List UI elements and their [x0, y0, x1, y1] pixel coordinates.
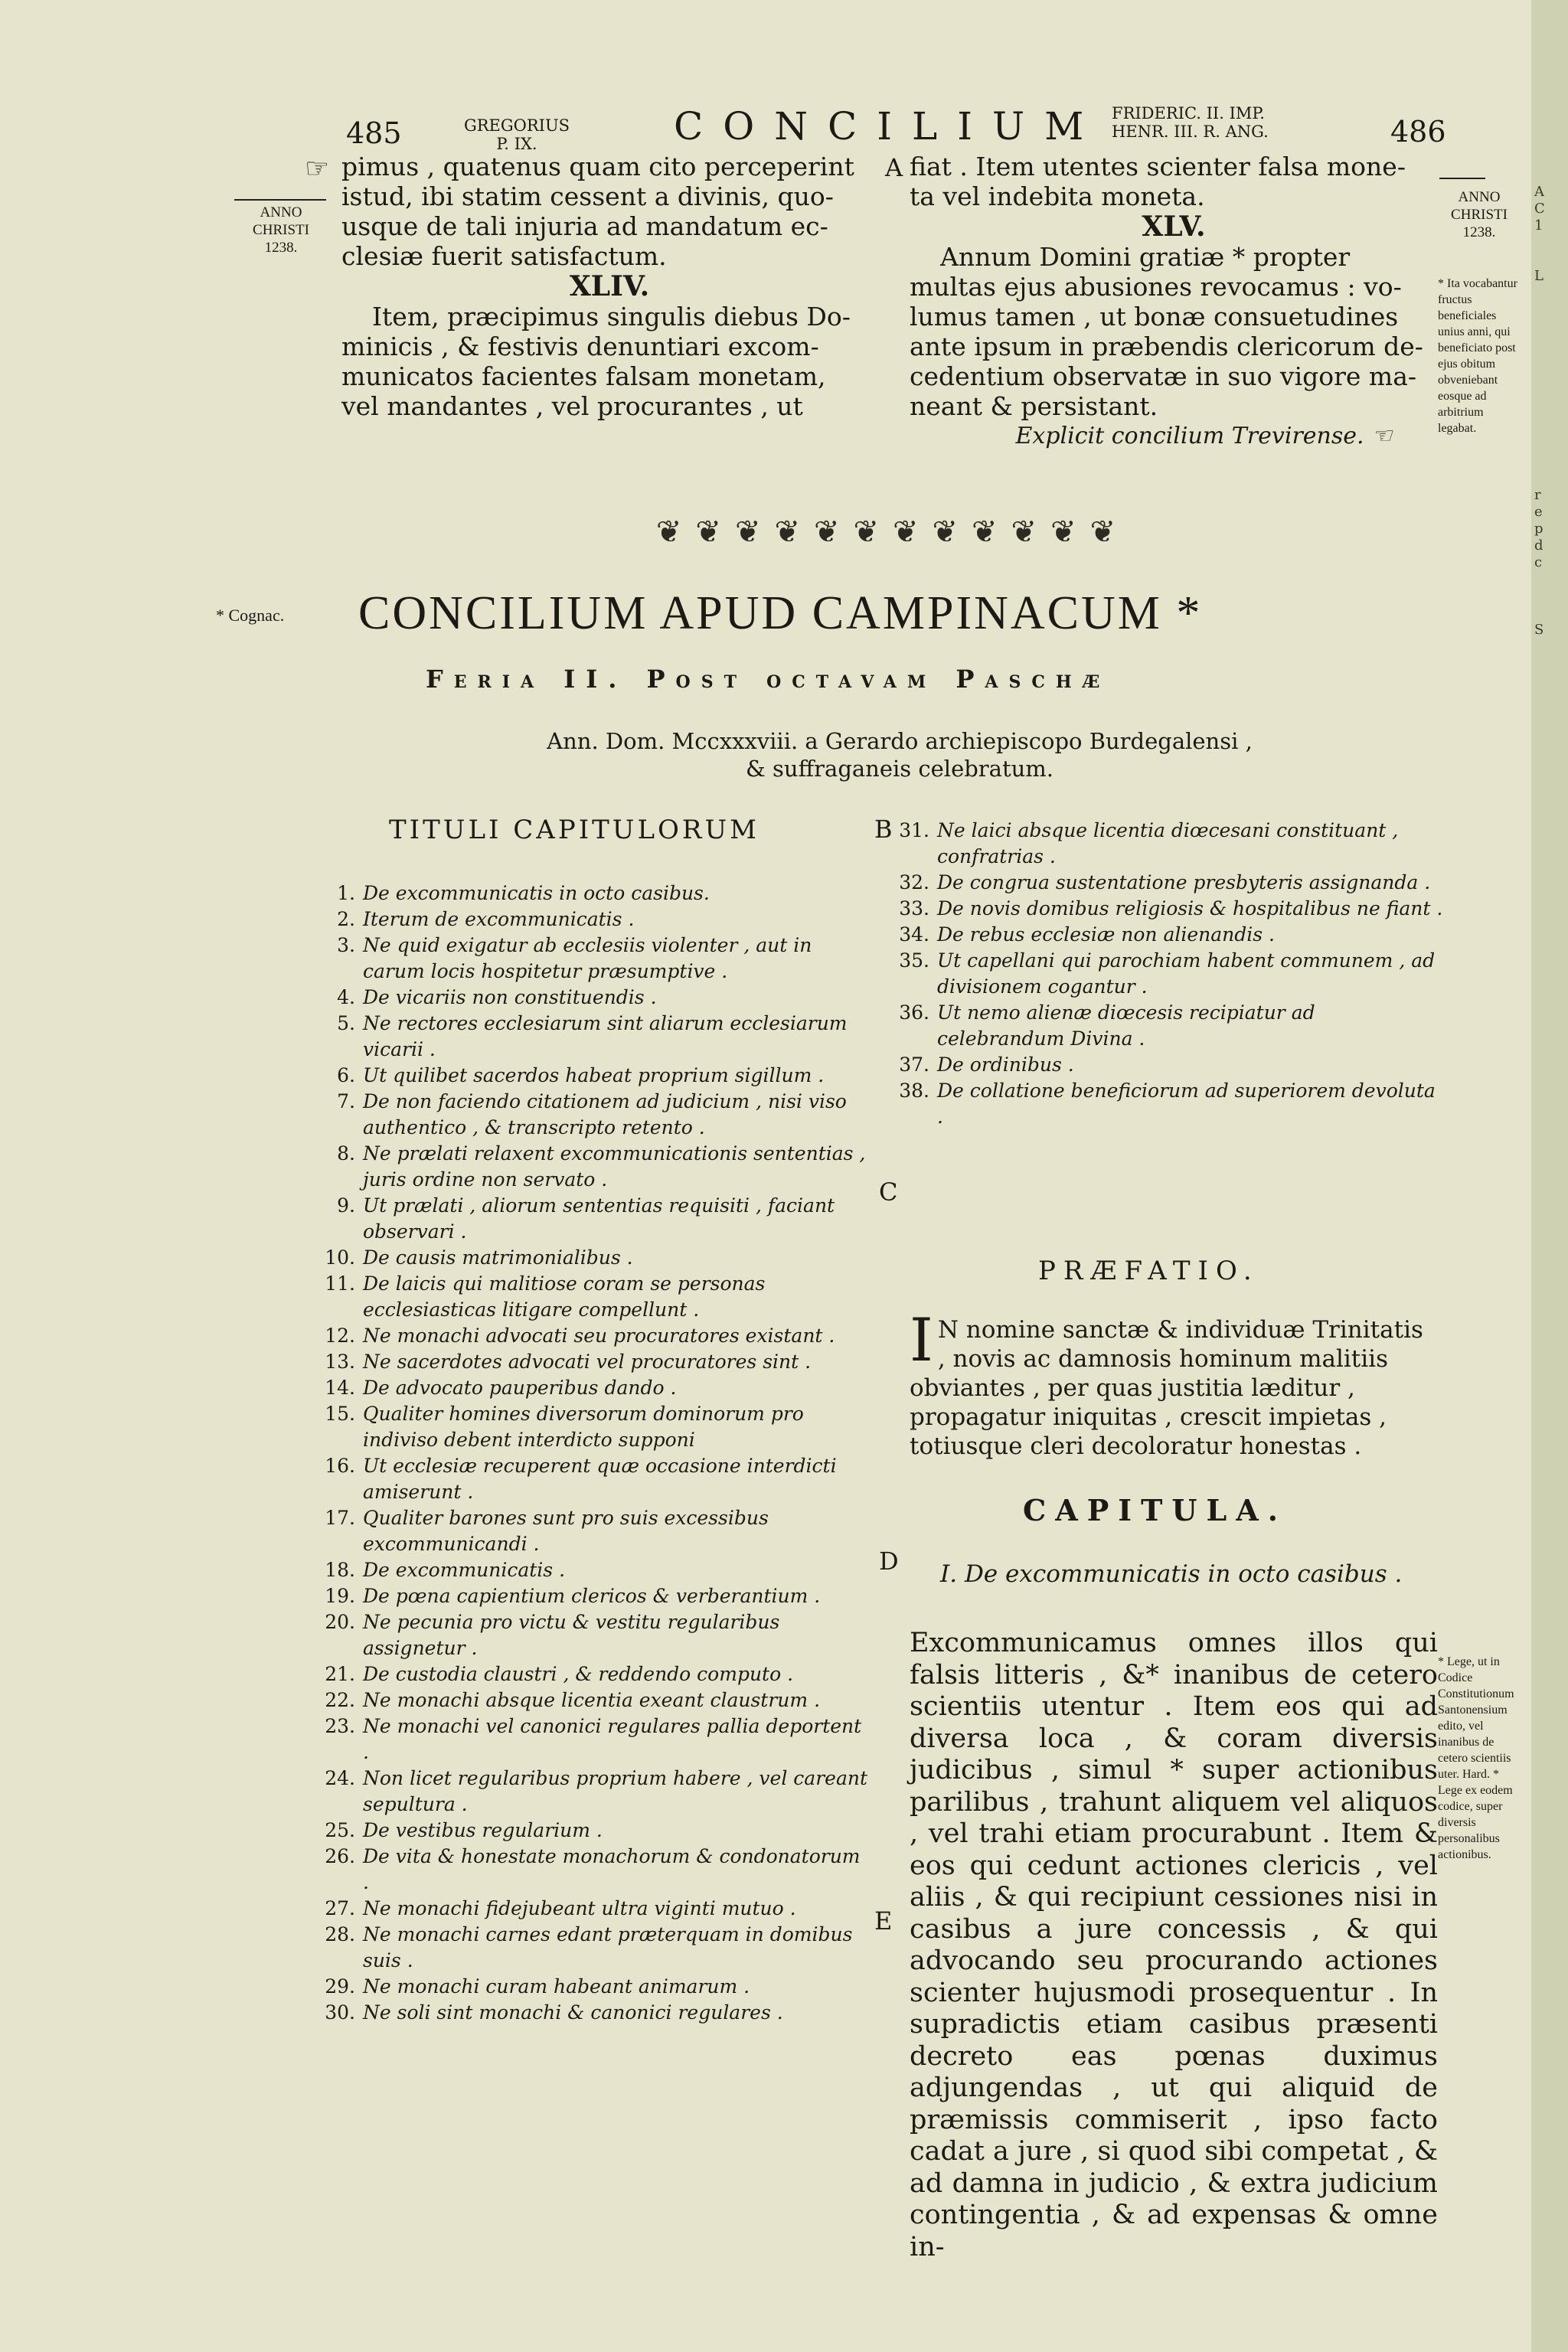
list-item: 6. Ut quilibet sacerdos habeat proprium sigillum . [337, 1064, 825, 1086]
text-line: fiat . Item utentes scienter falsa mone- [910, 152, 1406, 181]
list-item: 24. Non licet regularibus proprium habere , vel careant sepultura . [325, 1767, 867, 1815]
list-item: 16. Ut ecclesiæ recuperent quæ occasione interdicti amiserunt . [325, 1455, 837, 1503]
pope-number: P. IX. [496, 135, 537, 153]
page-number-right: 486 [1390, 115, 1446, 149]
list-item: 28. Ne monachi carnes edant præterquam in domibus suis . [325, 1923, 853, 1971]
explicit-line [910, 421, 1438, 451]
christi-label: CHRISTI [253, 222, 309, 238]
christi-label: CHRISTI [1451, 207, 1508, 223]
text-line: usque de tali injuria ad mandatum ec- [341, 211, 828, 241]
list-item: 33. De novis domibus religiosis & hospitalibus ne fiant . [899, 897, 1443, 920]
margin-note-cognac: * Cognac. [216, 606, 285, 625]
text-line: municatos facientes falsam monetam, [341, 361, 826, 391]
chapter-heading-xliv: XLIV. [569, 270, 650, 302]
text-line: Annum Domini gratiæ * propter [940, 242, 1351, 272]
list-item: 20. Ne pecunia pro victu & vestitu regularibus assignetur . [325, 1611, 780, 1659]
margin-letter-a: A [885, 153, 903, 182]
chapter-1-heading: I. De excommunicatis in octo casibus . [940, 1560, 1403, 1588]
margin-letter-c: C [879, 1178, 898, 1207]
pope-label: GREGORIUS [463, 116, 570, 135]
council-subtitle: Feria II. Post octavam Paschæ [426, 665, 1111, 694]
list-item: 11. De laicis qui malitiose coram se personas ecclesiasticas litigare compellunt . [325, 1272, 766, 1321]
list-item: 8. Ne prælati relaxent excommunicationis sententias , juris ordine non servato . [337, 1142, 866, 1191]
list-item: 30. Ne soli sint monachi & canonici regulares . [325, 2001, 783, 2024]
text-line: cedentium observatæ in suo vigore ma- [910, 361, 1417, 391]
list-item: 37. De ordinibus . [899, 1054, 1074, 1076]
list-item: 29. Ne monachi curam habeant animarum . [325, 1975, 750, 1998]
ruler-king: HENR. III. R. ANG. [1112, 122, 1269, 141]
text-line: neant & persistant. [910, 391, 1158, 421]
list-item: 2. Iterum de excommunicatis . [337, 908, 635, 930]
text-line: minicis , & festivis denuntiari excom- [341, 332, 819, 361]
list-item: 26. De vita & honestate monachorum & condonatorum . [325, 1845, 861, 1893]
list-item: 25. De vestibus regularium . [325, 1819, 603, 1841]
text-line: Item, præcipimus singulis diebus Do- [372, 302, 851, 332]
date-line: & suffraganeis celebratum. [745, 756, 1054, 782]
text-line: lumus tamen , ut bonæ consuetudines [910, 302, 1399, 332]
anno-label: ANNO [260, 204, 302, 220]
list-item: 38. De collatione beneficiorum ad superiorem devoluta . [899, 1080, 1436, 1128]
year-label: 1238. [264, 240, 298, 256]
date-line: Ann. Dom. Mccxxxviii. a Gerardo archiepiscopo Burdegalensi , [547, 728, 1253, 754]
list-item: 17. Qualiter barones sunt pro suis excessibus excommunicandi . [325, 1507, 769, 1555]
page-number-left: 485 [346, 116, 402, 150]
margin-letter-b: B [874, 815, 893, 844]
text-line: istud, ibi statim cessent a divinis, quo- [341, 181, 834, 211]
pope-name [459, 116, 574, 153]
year-label: 1238. [1462, 224, 1496, 240]
anno-margin-left [239, 204, 323, 256]
margin-letter-e: E [874, 1906, 893, 1936]
rulers [1112, 104, 1269, 141]
tituli-heading: TITULI CAPITULORUM [389, 815, 760, 845]
ruler-emperor: FRIDERIC. II. IMP. [1112, 104, 1265, 122]
adjacent-page-text: A C 1 L r e p d c S [1534, 184, 1545, 638]
list-item: 36. Ut nemo alienæ diœcesis recipiatur ad celebrandum Divina . [899, 1001, 1315, 1050]
text-line: ta vel indebita moneta. [910, 181, 1205, 211]
list-item: 23. Ne monachi vel canonici regulares pallia deportent . [325, 1715, 862, 1763]
capitula-text: Excommunicamus omnes illos qui falsis litteris , &* inanibus de cetero scientiis utentur . Item eos qui ad diversa loca , & coram diversis judicibus , simul * super actionibus parilibus , trahunt aliquem vel aliquos , vel trahi etiam procurabunt . Item & eos qui cedunt actiones clericis , vel aliis , & qui recipiunt cessiones nisi in casibus a jure concessis , & qui advocando seu procurando actiones scienter hujusmodi prosequentur . In supradictis etiam casibus præsenti decreto eas pœnas duximus adjungendas , ut qui aliquid de præmissis commiserit , ipso facto cadat a jure , si quod sibi competat , & ad damna in judicio , & extra judicium contingentia , & ad expensas & omne in- [910, 1628, 1438, 2262]
margin-note-ita: * Ita vocabantur fructus beneficiales unius anni, qui beneficiato post ejus obitum obveniebant eosque ad arbitrium legabat. [1438, 277, 1517, 435]
list-item: 22. Ne monachi absque licentia exeant claustrum . [325, 1689, 821, 1711]
margin-letter-d: D [879, 1547, 899, 1576]
drop-cap: I [910, 1306, 933, 1375]
top-right-column [910, 152, 1438, 451]
list-item: 15. Qualiter homines diversorum dominorum pro indiviso debent interdicto supponi [325, 1403, 804, 1451]
anno-label: ANNO [1458, 189, 1501, 205]
explicit-text: Explicit concilium Trevirense. [1015, 423, 1364, 449]
praefatio-body: N nomine sanctæ & individuæ Trinitatis , novis ac damnosis hominum malitiis obviantes , per quas justitia læditur , propagatur iniquitas , crescit impietas , totiusque cleri decoloratur honestas . [910, 1316, 1423, 1460]
list-item: 27. Ne monachi fidejubeant ultra viginti mutuo . [325, 1897, 796, 1919]
list-item: 12. Ne monachi advocati seu procuratores existant . [325, 1325, 835, 1347]
list-item: 10. De causis matrimonialibus . [325, 1246, 633, 1269]
margin-rule [234, 199, 326, 201]
top-left-column [341, 152, 877, 421]
list-item: 19. De pœna capientium clericos & verberantium . [325, 1585, 821, 1607]
list-item: 4. De vicariis non constituendis . [337, 986, 657, 1008]
text-line: vel mandantes , vel procurantes , ut [341, 391, 803, 421]
list-item: 1. De excommunicatis in octo casibus. [337, 882, 710, 904]
pointing-hand-icon: ☜ [1371, 423, 1392, 449]
text-line: multas ejus abusiones revocamus : vo- [910, 272, 1402, 302]
chapter-heading-xlv: XLV. [1142, 211, 1206, 243]
list-item: 35. Ut capellani qui parochiam habent communem , ad divisionem cogantur . [899, 949, 1436, 998]
list-item: 14. De advocato pauperibus dando . [325, 1377, 677, 1399]
running-head: CONCILIUM [674, 104, 1104, 149]
tituli-list-left [322, 880, 871, 2026]
margin-rule [1439, 178, 1485, 179]
council-date [429, 727, 1370, 782]
list-item: 7. De non faciendo citationem ad judicium , nisi viso authentico , & transcripto retento . [337, 1090, 847, 1138]
margin-note-lege: * Lege, ut in Codice Constitutionum Santonensium edito, vel inanibus de cetero scientiis uter. Hard. * Lege ex eodem codice, super diversis personalibus actionibus. [1438, 1655, 1514, 1861]
list-item: 21. De custodia claustri , & reddendo computo . [325, 1663, 794, 1685]
list-item: 3. Ne quid exigatur ab ecclesiis violenter , aut in carum locis hospitetur præsumptive . [337, 934, 812, 982]
text-line: pimus , quatenus quam cito perceperint [341, 152, 854, 181]
ornament-band: ❦❦❦❦❦❦❦❦❦❦❦❦ [655, 514, 1130, 550]
list-item: 31. Ne laici absque licentia diœcesani constituant , confratrias . [899, 819, 1399, 867]
praefatio-text [910, 1306, 1438, 1461]
text-line: ante ipsum in præbendis clericorum de- [910, 332, 1423, 361]
list-item: 5. Ne rectores ecclesiarum sint aliarum ecclesiarum vicarii . [337, 1012, 848, 1060]
list-item: 18. De excommunicatis . [325, 1559, 566, 1581]
capitula-heading: CAPITULA. [1023, 1493, 1287, 1527]
pointing-hand-icon: ☞ [305, 153, 330, 185]
list-item: 9. Ut prælati , aliorum sententias requisiti , faciant observari . [337, 1194, 835, 1243]
list-item: 32. De congrua sustentatione presbyteris assignanda . [899, 871, 1431, 893]
council-title: CONCILIUM APUD CAMPINACUM * [358, 587, 1203, 639]
list-item: 13. Ne sacerdotes advocati vel procuratores sint . [325, 1351, 812, 1373]
anno-margin-right [1442, 188, 1516, 241]
praefatio-heading: PRÆFATIO. [1038, 1256, 1259, 1286]
tituli-list-right [896, 818, 1447, 1130]
text-line: clesiæ fuerit satisfactum. [341, 241, 667, 271]
list-item: 34. De rebus ecclesiæ non alienandis . [899, 923, 1275, 946]
